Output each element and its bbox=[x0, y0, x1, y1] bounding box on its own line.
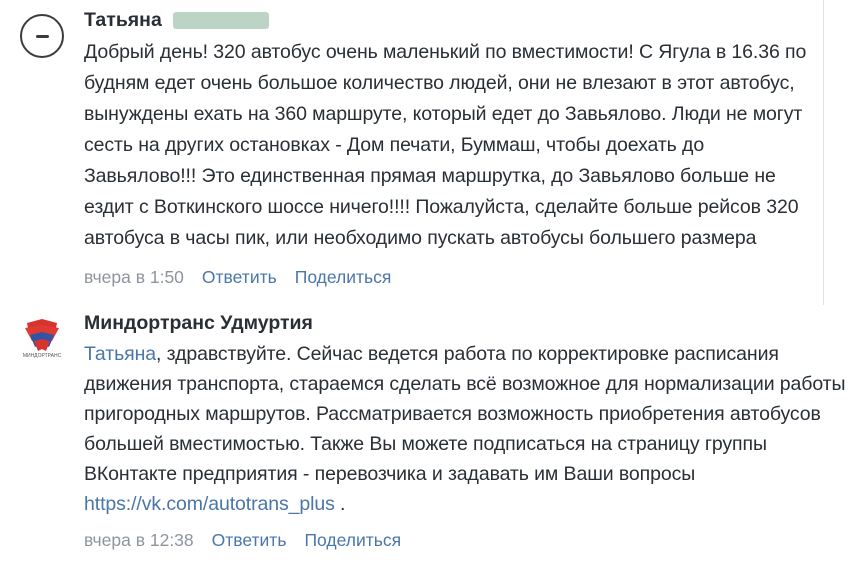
comment-text-body: , здравствуйте. Сейчас ведется работа по корректировке расписания движения транспорта, стараемся сделать всё возможное для нормализации работы пригородных маршрутов. Рассматривается возможность приобретения автобусов большей вместимостью. Также Вы можете подписаться на страницу группы ВКонтакте предприятия - перевозчика и задавать им Ваши вопросы bbox=[84, 343, 846, 485]
comment-text bbox=[84, 339, 847, 519]
comment-header bbox=[84, 8, 813, 32]
redacted-surname bbox=[173, 12, 269, 29]
share-button[interactable]: Поделиться bbox=[304, 530, 402, 550]
comment-item bbox=[0, 311, 857, 551]
reply-button[interactable]: Ответить bbox=[201, 267, 277, 287]
comment-header bbox=[84, 311, 847, 335]
comment-body bbox=[84, 311, 857, 551]
external-link[interactable]: https://vk.com/autotrans_plus bbox=[84, 493, 335, 515]
comment-timestamp: вчера в 1:50 bbox=[84, 267, 184, 287]
comment-meta bbox=[84, 266, 813, 288]
comment-item bbox=[0, 8, 823, 288]
share-button[interactable]: Поделиться bbox=[294, 267, 392, 287]
comment-text-tail: . bbox=[334, 493, 346, 515]
org-logo-icon[interactable] bbox=[22, 317, 62, 361]
comment-meta bbox=[84, 529, 847, 551]
avatar-column bbox=[0, 8, 84, 58]
panel-divider bbox=[823, 0, 824, 305]
reply-button[interactable]: Ответить bbox=[211, 530, 287, 550]
avatar[interactable] bbox=[20, 14, 64, 58]
comment-author[interactable]: Татьяна bbox=[84, 9, 162, 31]
avatar-column bbox=[0, 311, 84, 361]
placeholder-avatar-icon bbox=[36, 35, 49, 38]
mention-link[interactable]: Татьяна bbox=[84, 343, 157, 365]
comment-body bbox=[84, 8, 823, 288]
svg-text:МИНДОРТРАНС: МИНДОРТРАНС bbox=[22, 353, 62, 359]
comment-author[interactable]: Миндортранс Удмуртия bbox=[84, 312, 313, 334]
comment-text: Добрый день! 320 автобус очень маленький по вместимости! С Ягула в 16.36 по будням едет очень большое количество людей, они не влезают в этот автобус, вынуждены ехать на 360 маршруте, который едет до Завьялово. Люди не могут сесть на других остановках - Дом печати, Буммаш, чтобы доехать до Завьялово!!! Это единственная прямая маршрутка, до Завьялово больше не ездит с Воткинского шоссе ничего!!!! Пожалуйста, сделайте больше рейсов 320 автобуса в часы пик, или необходимо пускать автобусы большего размера bbox=[84, 41, 807, 249]
comment-timestamp: вчера в 12:38 bbox=[84, 530, 194, 550]
